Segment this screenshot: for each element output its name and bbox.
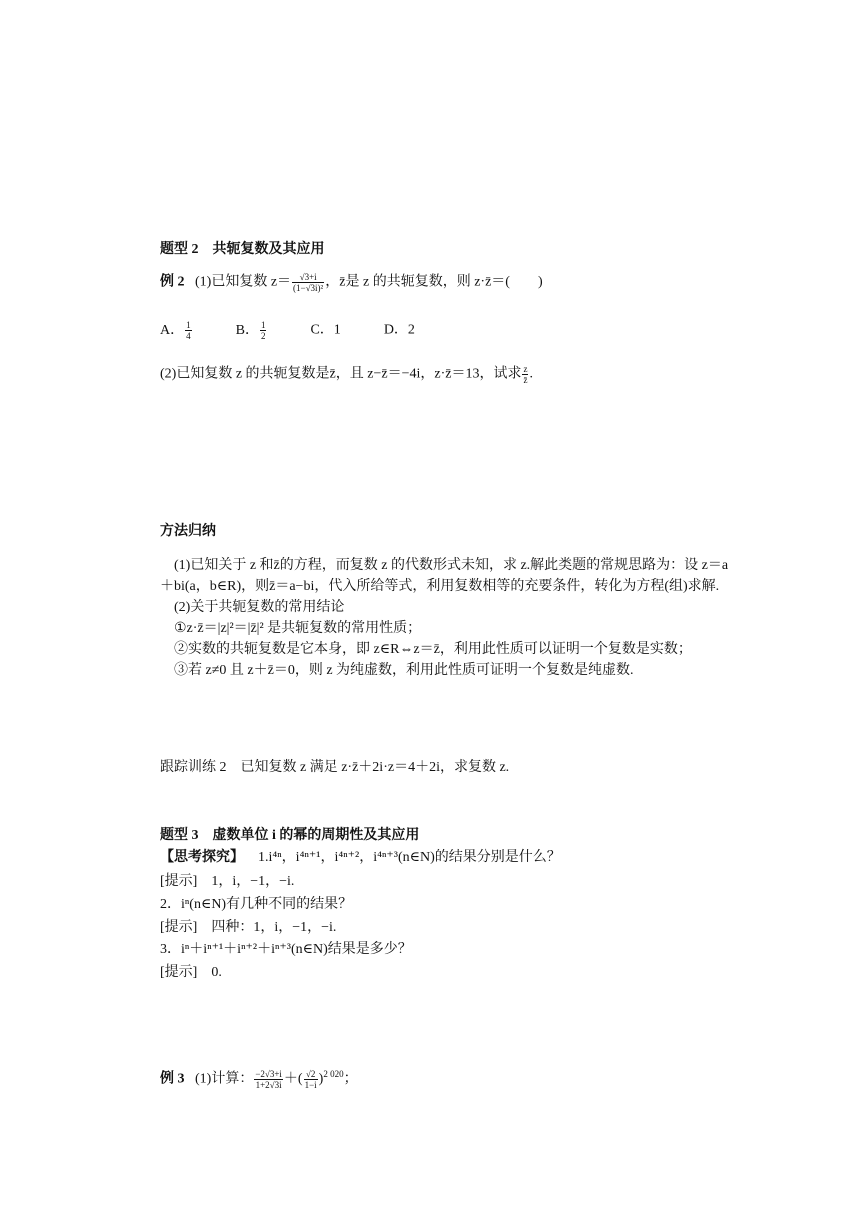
ex2-q1-fraction [292,272,324,293]
section-title-3: 题型 3 虚数单位 i 的幂的周期性及其应用 [160,828,420,843]
method-p3: ①z·z̄＝|z|²＝|z̄|² 是共轭复数的常用性质； [174,621,422,636]
hint-3: [提示] 0. [160,965,222,980]
hint-1: [提示] 1，i，−1，−i. [160,874,295,889]
ex3-exponent: 2 020 [323,1069,344,1079]
choice-b: B． $\frac{1}{2}$ [235,320,266,341]
example-2-label: 例 2 [160,274,185,290]
question-2: 2．iⁿ(n∈N)有几种不同的结果？ [160,897,353,912]
ex2-q1-numerator: √3+i [292,272,324,283]
ex2-q1-prefix: (1)已知复数 z＝ [195,274,292,290]
hint-2: [提示] 四种：1，i，−1，−i. [160,920,337,935]
method-title: 方法归纳 [160,524,216,539]
choice-c: C．1 [310,322,341,338]
method-p5: ③若 z≠0 且 z＋z̄＝0，则 z 为纯虚数，利用此性质可证明一个复数是纯虚数. [174,663,634,678]
explore-q1: 【思考探究】 1.i⁴ⁿ，i⁴ⁿ⁺¹，i⁴ⁿ⁺²，i⁴ⁿ⁺³(n∈N)的结果分别是什么？ [160,850,561,865]
choice-d: D．2 [383,322,415,338]
explore-label: 【思考探究】 [160,850,244,865]
example-3-label: 例 3 [160,1071,185,1087]
example-2-question-1 [160,272,543,293]
ex2-q1-suffix: ，z̄是 z 的共轭复数，则 z·z̄＝( ) [325,274,543,290]
example-2-question-2: (2)已知复数 z 的共轭复数是z̄，且 z−z̄＝−4i，z·z̄＝13，试求 $\frac{z}{z̄}$ . [160,364,533,385]
method-p1: (1)已知关于 z 和z̄的方程，而复数 z 的代数形式未知，求 z.解此类题的常规思路为：设 z＝a＋bi(a，b∈R)，则z̄＝a−bi，代入所给等式，利用复数相等的充要条件，转化为方程(组)求解. [160,558,729,594]
ex3-fraction-1: $\frac{-2√3+i}{1+2√3i}$ [255,1068,282,1090]
example-3: 例 3 (1)计算： $\frac{-2√3+i}{1+2√3i}$ ＋( $\frac{√2}{1-i}$ )$^{2 020}$； [160,1068,358,1090]
choice-a: A． $\frac{1}{4}$ [160,320,191,341]
method-body [160,555,732,681]
training-2: 跟踪训练 2 已知复数 z 满足 z·z̄＋2i·z＝4＋2i，求复数 z. [160,760,510,775]
choices-row [160,320,415,341]
section-title-2: 题型 2 共轭复数及其应用 [160,242,325,257]
ex2-q1-denominator: (1−√3i)² [293,283,324,293]
ex3-fraction-2: $\frac{√2}{1-i}$ [304,1068,317,1090]
method-p4: ②实数的共轭复数是它本身，即 z∈R⇔z＝z̄，利用此性质可以证明一个复数是实数； [174,642,692,657]
question-3: 3．iⁿ＋iⁿ⁺¹＋iⁿ⁺²＋iⁿ⁺³(n∈N)结果是多少？ [160,942,412,957]
ex2-q2-fraction: $\frac{z}{z̄}$ [523,364,528,385]
method-p2: (2)关于共轭复数的常用结论 [174,600,345,615]
